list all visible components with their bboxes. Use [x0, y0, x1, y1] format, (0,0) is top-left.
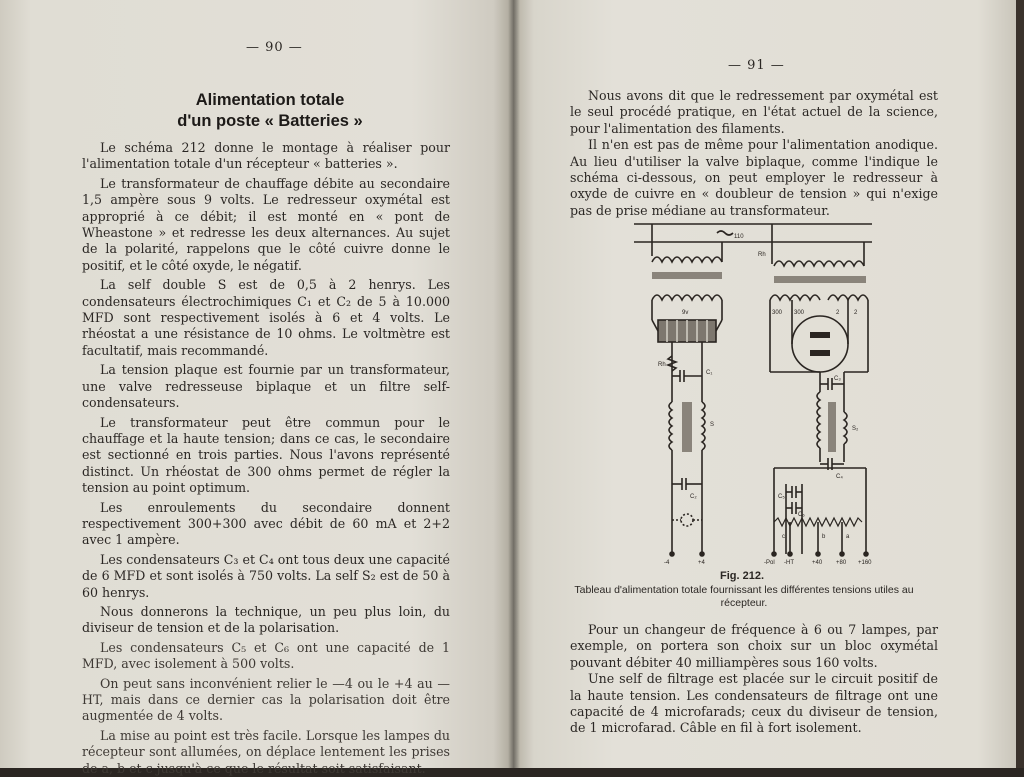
paragraph: La tension plaque est fournie par un transformateur, une valve redresseuse biplaque et un filtre self-condensateurs. — [82, 362, 450, 411]
section-title — [120, 90, 420, 132]
paragraph: Le transformateur peut être commun pour le chauffage et la haute tension; dans ce cas, le secondaire est sectionné en trois parties. Nous l'avons représenté distinct. Un rhéostat de 300 ohms permet de régler la tension au point optimum. — [82, 414, 450, 496]
label-self-s2: S₂ — [852, 426, 859, 432]
paragraph: Les enroulements du secondaire donnent respectivement 300+300 avec débit de 60 mA et 2+2 avec 1 ampère. — [82, 499, 450, 548]
label-secondary-r1: 2 — [836, 310, 840, 316]
label-secondary-left: 9v — [682, 310, 689, 316]
paragraph: Pour un changeur de fréquence à 6 ou 7 lampes, par exemple, on portera son choix sur un bloc oxymétal pouvant débiter 40 milliampères sous 160 volts. — [570, 622, 938, 670]
label-tap-b: b — [822, 534, 826, 540]
label-tap-c: c — [782, 534, 785, 540]
label-secondary-r2: 2 — [854, 310, 858, 316]
label-out-minus-ht: -HT — [784, 560, 794, 566]
label-c4: C₄ — [836, 474, 843, 480]
label-self-s: S — [710, 422, 715, 428]
label-c6: C₆ — [798, 512, 805, 518]
label-c3: C₃ — [834, 376, 841, 382]
paragraph: La self double S est de 0,5 à 2 henrys. Les condensateurs électrochimiques C₁ et C₂ de 5 à 10.000 MFD sont respectivement isolés à 6 et 4 volts. Le rhéostat a une résistance de 10 ohms. Le voltmètre est facultatif, mais recommandé. — [82, 277, 450, 358]
label-out-plus4: +4 — [698, 560, 705, 566]
left-body-text — [82, 140, 450, 777]
label-c5: C₅ — [778, 494, 785, 500]
page-edge — [1016, 0, 1024, 768]
label-out-40: +40 — [812, 560, 823, 566]
figure-title: Fig. 212. — [719, 570, 765, 582]
page-number-right: — 91 — — [728, 58, 785, 73]
book-gutter — [508, 0, 520, 768]
paragraph: Une self de filtrage est placée sur le circuit positif de la haute tension. Les condensateurs de filtrage ont une capacité de 4 microfarads; ceux du diviseur de tension, de 1 microfarad. Câble en fil à fort isolement. — [570, 671, 938, 736]
right-body-text-top — [570, 88, 938, 219]
section-title-line1: Alimentation totale — [195, 91, 345, 109]
paragraph: Nous donnerons la technique, un peu plus loin, du diviseur de tension et de la polarisation. — [82, 603, 450, 636]
label-out-80: +80 — [836, 560, 847, 566]
label-rh-left: Rh — [658, 362, 666, 368]
label-out-pol: -Pol — [764, 560, 775, 566]
figure-caption: Tableau d'alimentation totale fournissant les différentes tensions utiles au récepteur. — [574, 584, 914, 609]
label-secondary-mid-b: 300 — [794, 310, 805, 316]
label-secondary-mid-a: 300 — [772, 310, 783, 316]
label-out-160: +160 — [858, 560, 872, 566]
paragraph: Il n'en est pas de même pour l'alimentation anodique. Au lieu d'utiliser la valve biplaque, comme l'indique le schéma ci-dessous, on peut employer le redresseur à oxyde de cuivre en « doubleur de tension » qui n'exige pas de prise médiane au transformateur. — [570, 137, 938, 218]
right-page — [514, 0, 1018, 768]
label-c1: C₁ — [706, 370, 713, 376]
label-out-minus4: -4 — [664, 560, 670, 566]
label-rheostat: Rh — [758, 252, 766, 258]
right-body-text-bottom — [570, 622, 938, 737]
label-c2: C₂ — [690, 494, 697, 500]
paragraph: Les condensateurs C₃ et C₄ ont tous deux une capacité de 6 MFD et sont isolés à 750 volts. La self S₂ est de 50 à 60 henrys. — [82, 551, 450, 600]
label-tap-a: a — [846, 534, 850, 540]
paragraph: Le transformateur de chauffage débite au secondaire 1,5 ampère sous 9 volts. Le redresseur oxymétal est approprié à ce débit; il est monté en « pont de Wheastone » et redresse les deux alternances. Au sujet de la polarité, rappelons que le côté cuivre donne le positif, et le côté oxyde, le négatif. — [82, 175, 450, 273]
paragraph: Les condensateurs C₅ et C₆ ont une capacité de 1 MFD, avec isolement à 500 volts. — [82, 639, 450, 672]
paragraph: Nous avons dit que le redressement par oxymétal est le seul procédé pratique, en l'état actuel de la science, pour l'alimentation des filaments. — [570, 88, 938, 136]
label-ac-line: 110 — [734, 234, 744, 240]
paragraph: On peut sans inconvénient relier le —4 ou le +4 au — HT, mais dans ce dernier cas la polarisation doit être augmentée de 4 volts. — [82, 675, 450, 724]
section-title-line2: d'un poste « Batteries » — [177, 112, 363, 130]
paragraph: La mise au point est très facile. Lorsque les lampes du récepteur sont allumées, on déplace lentement les prises de a, b et c jusqu'à ce que le résultat soit satisfaisant. — [82, 727, 450, 776]
paragraph: Le schéma 212 donne le montage à réaliser pour l'alimentation totale d'un récepteur « batteries ». — [82, 140, 450, 172]
power-supply-schematic — [622, 216, 884, 566]
page-number-left: — 90 — — [246, 40, 303, 55]
